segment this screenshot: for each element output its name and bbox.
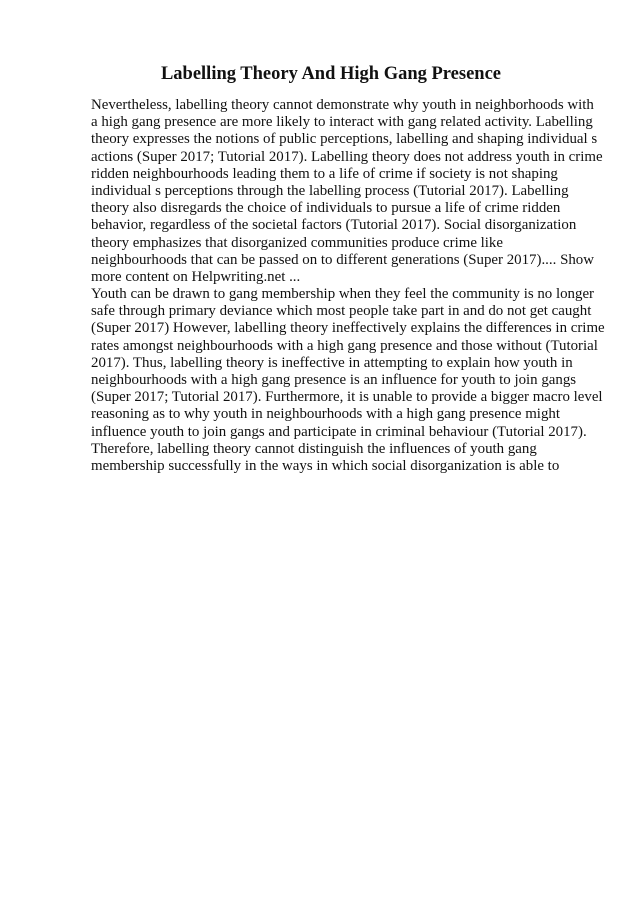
body-line: neighbourhoods that can be passed on to different generations (Super 2017).... Show xyxy=(91,251,595,268)
body-line: theory also disregards the choice of individuals to pursue a life of crime ridden xyxy=(91,200,561,217)
body-line: ridden neighbourhoods leading them to a life of crime if society is not shaping xyxy=(91,165,558,182)
document-title: Labelling Theory And High Gang Presence xyxy=(160,64,502,84)
body-line: 2017). Thus, labelling theory is ineffective in attempting to explain how youth in xyxy=(91,354,573,371)
body-line: (Super 2017) However, labelling theory ineffectively explains the differences in crime xyxy=(91,320,605,337)
document-body xyxy=(91,97,611,475)
body-line: Therefore, labelling theory cannot distinguish the influences of youth gang xyxy=(91,440,537,457)
body-line: actions (Super 2017; Tutorial 2017). Labelling theory does not address youth in crime xyxy=(91,148,603,165)
body-line: neighbourhoods with a high gang presence is an influence for youth to join gangs xyxy=(91,372,577,388)
body-line: more content on Helpwriting.net ... xyxy=(91,268,301,285)
body-line: reasoning as to why youth in neighbourhoods with a high gang presence might xyxy=(91,406,560,423)
body-line: theory emphasizes that disorganized communities produce crime like xyxy=(91,234,503,251)
body-line: individual s perceptions through the labelling process (Tutorial 2017). Labelling xyxy=(91,182,569,199)
body-line: rates amongst neighbourhoods with a high gang presence and those without (Tutorial xyxy=(91,337,598,354)
body-line: a high gang presence are more likely to interact with gang related activity. Labelling xyxy=(91,114,593,131)
body-line: membership successfully in the ways in which social disorganization is able to xyxy=(91,457,560,474)
body-line: theory expresses the notions of public perceptions, labelling and shaping individual s xyxy=(91,131,598,148)
body-line: safe through primary deviance which most people take part in and do not get caught xyxy=(91,303,592,320)
body-line: influence youth to join gangs and participate in criminal behaviour (Tutorial 2017). xyxy=(91,423,587,440)
body-line: Youth can be drawn to gang membership when they feel the community is no longer xyxy=(91,286,595,303)
body-line: Nevertheless, labelling theory cannot demonstrate why youth in neighborhoods with xyxy=(91,97,594,113)
body-line: (Super 2017; Tutorial 2017). Furthermore, it is unable to provide a bigger macro level xyxy=(91,389,603,406)
body-line: behavior, regardless of the societal factors (Tutorial 2017). Social disorganization xyxy=(91,217,577,234)
